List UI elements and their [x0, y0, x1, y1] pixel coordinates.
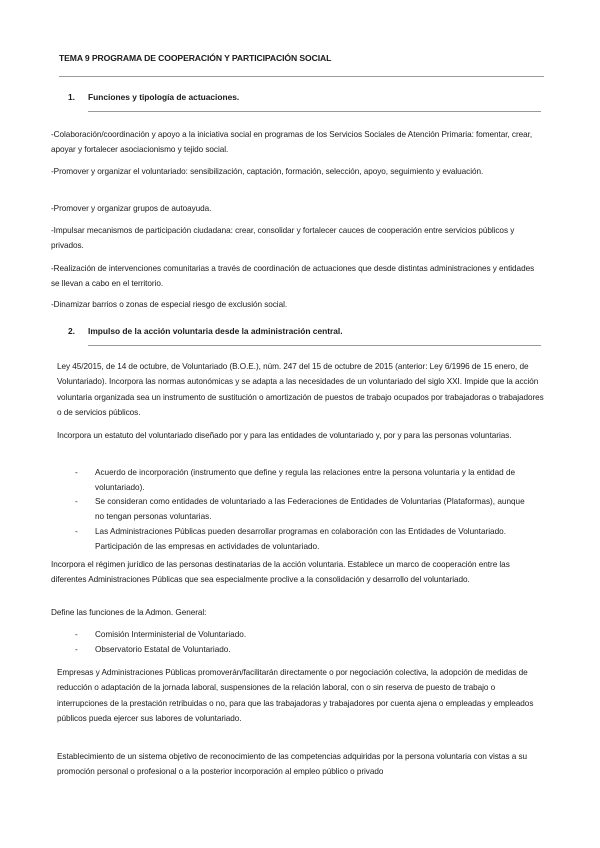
bullet-dash: - — [75, 527, 78, 536]
bullet-text: Observatorio Estatal de Voluntariado. — [95, 645, 231, 654]
section-1-title: Funciones y tipología de actuaciones. — [88, 92, 240, 102]
section-1-item: -Colaboración/coordinación y apoyo a la iniciativa social en programas de los Servicios Sociales de Atención Primaria: fomentar, crear, apoyar y fortalecer asociacionismo y tejido social. — [51, 130, 533, 155]
statute-paragraph: Incorpora un estatuto del voluntariado diseñado por y para las entidades de voluntariado y, por y para las personas voluntarias. — [57, 431, 512, 440]
bullet-text: Las Administraciones Públicas pueden desarrollar programas en colaboración con las Entidades de Voluntariado. Participación de las empresas en actividades de voluntariado. — [95, 527, 506, 552]
bullet-dash: - — [75, 468, 78, 477]
companies-paragraph: Empresas y Administraciones Públicas promoverán/facilitarán directamente o por negociación colectiva, la adopción de medidas de reducción o adaptación de la jornada laboral, suspensiones de la relación laboral, con o sin reserva de puesto de trabajo o interrupciones de la prestación retribuidas o no, para que las trabajadoras y trabajadores por cuenta ajena o empleadas y empleados públicos pueda ejercer sus labores de voluntariado. — [57, 668, 534, 724]
section-2-title: Impulso de la acción voluntaria desde la administración central. — [88, 326, 343, 336]
section-1-item: -Impulsar mecanismos de participación ciudadana: crear, consolidar y fortalecer cauces de cooperación entre servicios públicos y privados. — [51, 226, 515, 251]
functions-label: Define las funciones de la Admon. General: — [51, 608, 207, 617]
law-intro-paragraph: Ley 45/2015, de 14 de octubre, de Voluntariado (B.O.E.), núm. 247 del 15 de octubre de 2015 (anterior: Ley 6/1996 de 15 enero, de Voluntariado). Incorpora las normas autonómicas y se adapta a las necesidades de un voluntariado del siglo XXI. Impide que la acción voluntaria organizada sea un instrumento de sustitución o amortización de puestos de trabajo ocupados por trabajadoras o trabajadores o de servicios públicos. — [57, 362, 544, 418]
title-divider — [59, 76, 544, 77]
section-1-heading — [68, 92, 239, 102]
bullet-text: Acuerdo de incorporación (instrumento que define y regula las relaciones entre la persona voluntaria y la entidad de voluntariado). — [95, 468, 516, 493]
section-2-number: 2. — [68, 326, 75, 336]
section-1-divider — [88, 111, 541, 112]
section-1-item: -Dinamizar barrios o zonas de especial riesgo de exclusión social. — [51, 300, 288, 309]
section-1-number: 1. — [68, 92, 75, 102]
section-1-item: -Promover y organizar grupos de autoayuda. — [51, 204, 212, 213]
document-title: TEMA 9 PROGRAMA DE COOPERACIÓN Y PARTICIPACIÓN SOCIAL — [59, 53, 332, 63]
section-2-heading — [68, 326, 343, 336]
bullet-text: Se consideran como entidades de voluntariado a las Federaciones de Entidades de Voluntarias (Plataformas), aunque no tengan personas voluntarias. — [95, 497, 525, 522]
section-1-item: -Promover y organizar el voluntariado: sensibilización, captación, formación, selección, apoyo, seguimiento y evaluación. — [51, 167, 484, 176]
bullet-dash: - — [75, 645, 78, 654]
legal-regime-paragraph: Incorpora el régimen jurídico de las personas destinatarias de la acción voluntaria. Establece un marco de cooperación entre las diferentes Administraciones Públicas que sea especialmente proclive a la consolidación y desarrollo del voluntariado. — [51, 560, 510, 585]
bullet-dash: - — [75, 630, 78, 639]
recognition-paragraph: Establecimiento de un sistema objetivo de reconocimiento de las competencias adquiridas por la persona voluntaria con vistas a su promoción personal o profesional o a la posterior incorporación al empleo público o privado — [57, 752, 528, 777]
section-2-divider — [88, 345, 541, 346]
bullet-dash: - — [75, 497, 78, 506]
bullet-text: Comisión Interministerial de Voluntariado. — [95, 630, 247, 639]
section-1-item: -Realización de intervenciones comunitarias a través de coordinación de actuaciones que desde distintas administraciones y entidades se llevan a cabo en el territorio. — [51, 264, 535, 289]
